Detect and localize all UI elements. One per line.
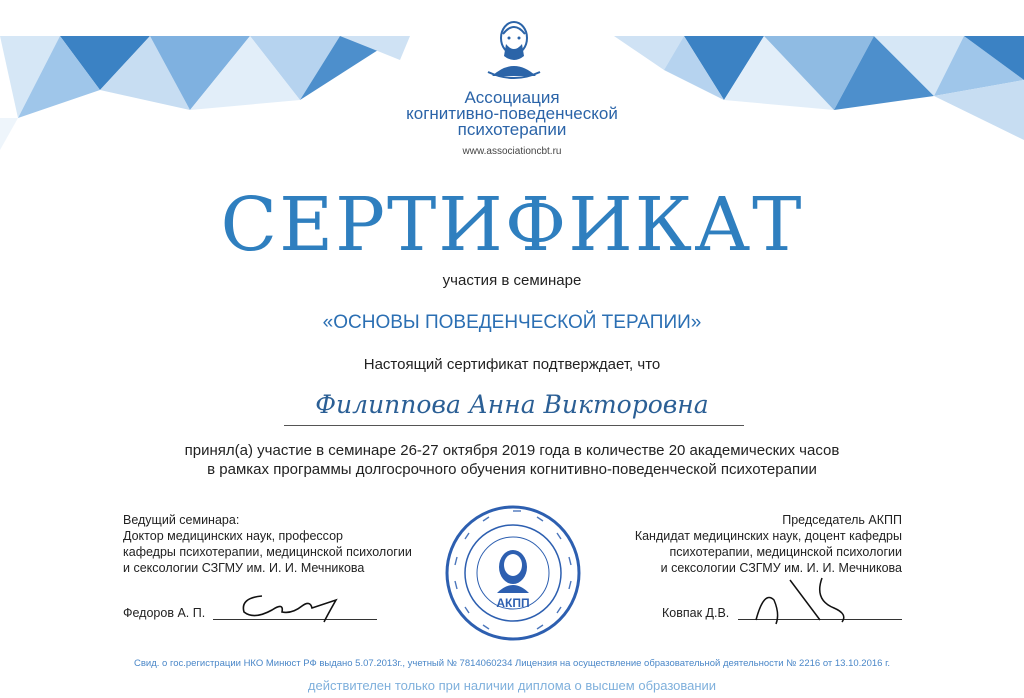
recipient-name: Филиппова Анна Викторовна bbox=[315, 390, 709, 419]
left-signatory-role: Ведущий семинара: bbox=[123, 513, 240, 527]
association-seal-stamp bbox=[443, 503, 583, 643]
association-website[interactable]: www.associationcbt.ru bbox=[462, 146, 562, 157]
association-logo-icon bbox=[486, 14, 542, 80]
left-signatory-line1: Доктор медицинских наук, профессор bbox=[123, 529, 343, 543]
recipient-name-underline bbox=[284, 425, 744, 426]
registration-footer: Свид. о гос.регистрации НКО Минюст РФ выдано 5.07.2013г., учетный № 7814060234 Лицензия на осуществление образовательной деятельности № 2216 от 13.10.2016 г. bbox=[133, 658, 891, 669]
association-name-line1: Ассоциация bbox=[464, 88, 560, 107]
right-signatory-line2: психотерапии, медицинской психологии bbox=[669, 545, 902, 559]
seal-center-text: АКПП bbox=[496, 596, 530, 610]
certificate-subtitle: участия в семинаре bbox=[442, 272, 582, 289]
participation-line-1: принял(а) участие в семинаре 26-27 октября 2019 года в количестве 20 академических часов bbox=[184, 442, 840, 459]
left-signatory-line3: и сексологии СЗГМУ им. И. И. Мечникова bbox=[123, 561, 365, 575]
right-signatory-name: Ковпак Д.В. bbox=[662, 606, 730, 620]
certificate-title: СЕРТИФИКАТ bbox=[220, 182, 804, 268]
left-signatory-info bbox=[123, 512, 463, 576]
association-name-line3: психотерапии bbox=[457, 120, 567, 139]
right-signatory-info bbox=[560, 512, 902, 576]
association-name bbox=[362, 90, 662, 160]
right-handwritten-signature bbox=[750, 570, 860, 630]
left-signatory-name: Федоров А. П. bbox=[123, 606, 206, 620]
right-signatory-line1: Кандидат медицинских наук, доцент кафедры bbox=[634, 529, 902, 543]
right-signatory-line3: и сексологии СЗГМУ им. И. И. Мечникова bbox=[660, 561, 902, 575]
left-handwritten-signature bbox=[232, 584, 362, 624]
confirm-text: Настоящий сертификат подтверждает, что bbox=[363, 356, 661, 373]
participation-text bbox=[0, 441, 1024, 479]
right-triangle-decoration bbox=[604, 0, 1024, 150]
validity-footer: действителен только при наличии диплома о высшем образовании bbox=[307, 678, 717, 693]
participation-line-2: в рамках программы долгосрочного обучения когнитивно-поведенческой психотерапии bbox=[207, 461, 817, 478]
right-signatory-role: Председатель АКПП bbox=[782, 513, 902, 527]
left-triangle-decoration bbox=[0, 0, 420, 150]
association-name-line2: когнитивно-поведенческой bbox=[406, 104, 618, 123]
seminar-name: «ОСНОВЫ ПОВЕДЕНЧЕСКОЙ ТЕРАПИИ» bbox=[322, 312, 702, 333]
left-signatory-line2: кафедры психотерапии, медицинской психологии bbox=[123, 545, 412, 559]
